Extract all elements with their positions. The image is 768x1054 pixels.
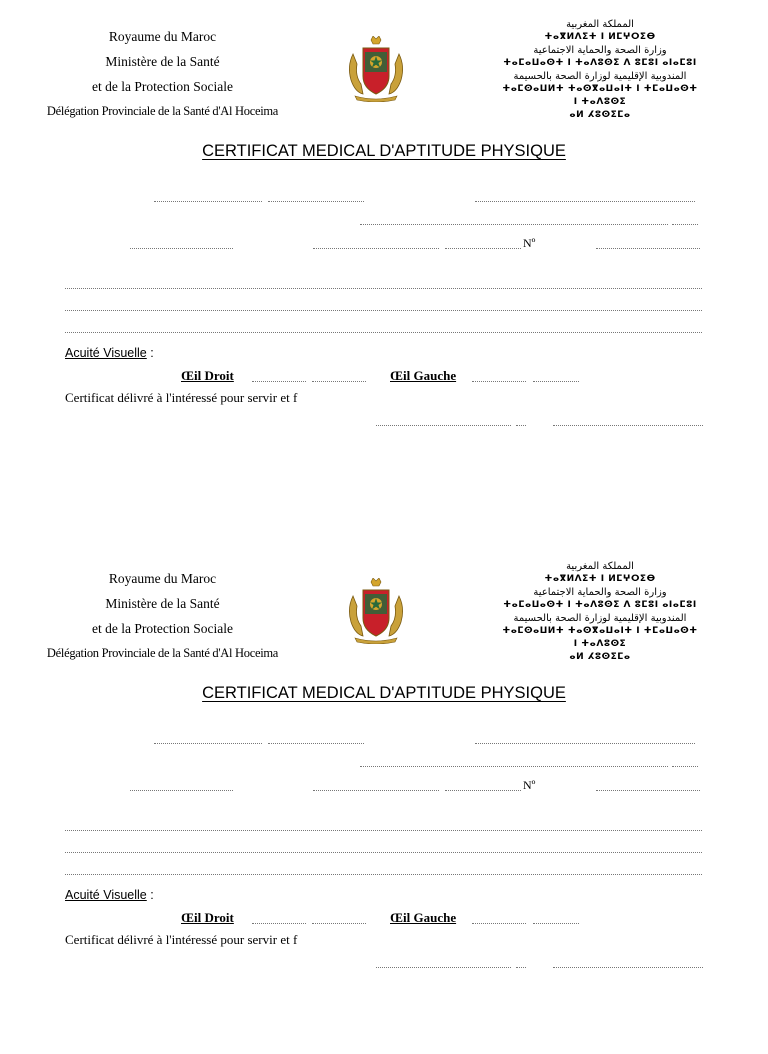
field-dots (475, 742, 695, 744)
field-dots (445, 247, 521, 249)
header-tif-city: ⴰⵍ ⵃⵓⵙⵉⵎⴰ (569, 110, 631, 120)
header-right-block (500, 18, 700, 122)
certificate-title: CERTIFICAT MEDICAL D'APTITUDE PHYSIQUE (202, 142, 566, 160)
field-dots (553, 424, 703, 426)
field-dots (252, 922, 306, 924)
field-dots (516, 424, 526, 426)
field-dots (65, 829, 702, 831)
header-tif-ministry: ⵜⴰⵎⴰⵡⴰⵙⵜ ⵏ ⵜⴰⴷⵓⵙⵉ ⴷ ⵓⵎⵓⵏ ⴰⵏⴰⵎⵓⵏ (503, 58, 697, 68)
field-dots (312, 922, 366, 924)
field-dots (312, 380, 366, 382)
field-dots (313, 789, 439, 791)
header-left-block (30, 24, 295, 124)
header-ar-delegation: المندوبية الإقليمية لوزارة الصحة بالحسيمة (513, 613, 687, 624)
field-dots (472, 380, 526, 382)
field-dots (65, 331, 702, 333)
field-dots (65, 287, 702, 289)
header-kingdom: Royaume du Maroc (108, 571, 217, 586)
acuite-visuelle-label: Acuité Visuelle : (65, 888, 154, 902)
field-dots (154, 742, 262, 744)
header-kingdom: Royaume du Maroc (108, 29, 217, 44)
header-tif-kingdom: ⵜⴰⴳⵍⴷⵉⵜ ⵏ ⵍⵎⵖⵔⵉⴱ (544, 32, 656, 42)
field-dots (672, 223, 698, 225)
delivery-text: Certificat délivré à l'intéressé pour servir et f (65, 932, 298, 947)
certificate-bottom (0, 542, 768, 1054)
header-delegation: Délégation Provinciale de la Santé d'Al Hoceima (46, 646, 279, 660)
field-dots (445, 789, 521, 791)
header-ministry: Ministère de la Santé (105, 596, 220, 611)
oeil-droit-label: Œil Droit (181, 910, 234, 925)
certificate-top (0, 0, 768, 512)
oeil-gauche-label: Œil Gauche (390, 910, 457, 925)
field-dots (360, 223, 668, 225)
header-delegation: Délégation Provinciale de la Santé d'Al Hoceima (46, 104, 279, 118)
field-dots (516, 966, 526, 968)
field-dots (313, 247, 439, 249)
field-dots (533, 922, 579, 924)
field-dots (65, 873, 702, 875)
header-ministry: Ministère de la Santé (105, 54, 220, 69)
field-dots (472, 922, 526, 924)
field-dots (130, 247, 233, 249)
field-dots (65, 851, 702, 853)
header-ar-delegation: المندوبية الإقليمية لوزارة الصحة بالحسيمة (513, 71, 687, 82)
numero-label: Nº (523, 778, 536, 792)
field-dots (475, 200, 695, 202)
field-dots (154, 200, 262, 202)
header-ar-kingdom: المملكة المغربية (566, 19, 634, 30)
acuite-visuelle-label: Acuité Visuelle : (65, 346, 154, 360)
field-dots (596, 789, 700, 791)
field-dots (360, 765, 668, 767)
field-dots (376, 966, 511, 968)
header-tif-city: ⴰⵍ ⵃⵓⵙⵉⵎⴰ (569, 652, 631, 662)
field-dots (533, 380, 579, 382)
header-tif-delegation: ⵜⴰⵎⵙⴰⵡⵍⵜ ⵜⴰⵙⴳⴰⵡⴰⵏⵜ ⵏ ⵜⵎⴰⵡⴰⵙⵜ ⵏ ⵜⴰⴷⵓⵙⵉ (502, 84, 698, 107)
header-ministry-2: et de la Protection Sociale (92, 79, 233, 94)
header-ar-ministry: وزارة الصحة والحماية الاجتماعية (533, 587, 667, 598)
field-dots (65, 309, 702, 311)
header-ministry-2: et de la Protection Sociale (92, 621, 233, 636)
field-dots (553, 966, 703, 968)
header-tif-kingdom: ⵜⴰⴳⵍⴷⵉⵜ ⵏ ⵍⵎⵖⵔⵉⴱ (544, 574, 656, 584)
header-left-block (30, 566, 295, 666)
field-dots (376, 424, 511, 426)
oeil-gauche-label: Œil Gauche (390, 368, 457, 383)
moroccan-emblem-icon (345, 578, 407, 644)
certificate-title: CERTIFICAT MEDICAL D'APTITUDE PHYSIQUE (202, 684, 566, 702)
delivery-text: Certificat délivré à l'intéressé pour servir et f (65, 390, 298, 405)
field-dots (130, 789, 233, 791)
field-dots (268, 742, 364, 744)
field-dots (672, 765, 698, 767)
field-dots (596, 247, 700, 249)
oeil-droit-label: Œil Droit (181, 368, 234, 383)
header-ar-ministry: وزارة الصحة والحماية الاجتماعية (533, 45, 667, 56)
field-dots (252, 380, 306, 382)
header-tif-delegation: ⵜⴰⵎⵙⴰⵡⵍⵜ ⵜⴰⵙⴳⴰⵡⴰⵏⵜ ⵏ ⵜⵎⴰⵡⴰⵙⵜ ⵏ ⵜⴰⴷⵓⵙⵉ (502, 626, 698, 649)
field-dots (268, 200, 364, 202)
moroccan-emblem-icon (345, 36, 407, 102)
header-tif-ministry: ⵜⴰⵎⴰⵡⴰⵙⵜ ⵏ ⵜⴰⴷⵓⵙⵉ ⴷ ⵓⵎⵓⵏ ⴰⵏⴰⵎⵓⵏ (503, 600, 697, 610)
numero-label: Nº (523, 236, 536, 250)
header-ar-kingdom: المملكة المغربية (566, 561, 634, 572)
header-right-block (500, 560, 700, 664)
